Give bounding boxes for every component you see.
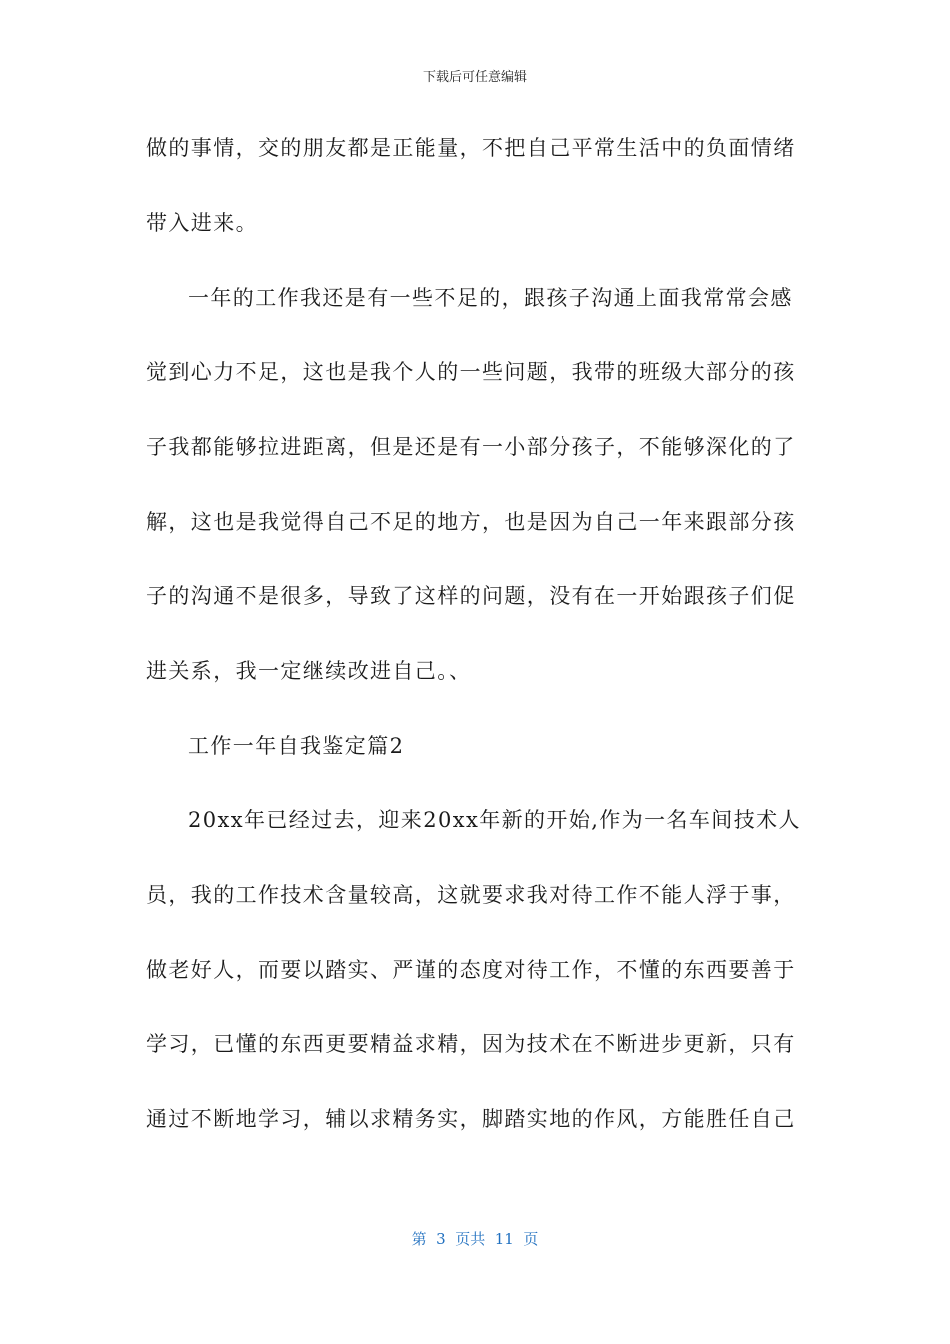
section-heading: 工作一年自我鉴定篇2	[188, 734, 405, 758]
body-line-8: 进关系，我一定继续改进自己。、	[146, 659, 472, 683]
body-line-11: 员，我的工作技术含量较高，这就要求我对待工作不能人浮于事，	[146, 883, 796, 907]
body-line-6: 解，这也是我觉得自己不足的地方，也是因为自己一年来跟部分孩	[146, 510, 796, 534]
body-line-2: 带入进来。	[146, 211, 258, 235]
body-line-7: 子的沟通不是很多，导致了这样的问题，没有在一开始跟孩子们促	[146, 584, 796, 608]
body-line-14: 通过不断地学习，辅以求精务实，脚踏实地的作风，方能胜任自己	[146, 1107, 796, 1131]
page-header: 下载后可任意编辑	[422, 70, 527, 85]
page-footer: 第 3 页共 11 页	[411, 1230, 539, 1248]
body-line-10: 20xx年已经过去，迎来20xx年新的开始,作为一名车间技术人	[188, 808, 801, 832]
body-line-12: 做老好人，而要以踏实、严谨的态度对待工作，不懂的东西要善于	[146, 958, 796, 982]
body-line-1: 做的事情，交的朋友都是正能量，不把自己平常生活中的负面情绪	[146, 136, 796, 160]
body-line-13: 学习，已懂的东西更要精益求精，因为技术在不断进步更新，只有	[146, 1032, 796, 1056]
body-line-3: 一年的工作我还是有一些不足的，跟孩子沟通上面我常常会感	[188, 286, 793, 310]
body-line-5: 子我都能够拉进距离，但是还是有一小部分孩子，不能够深化的了	[146, 435, 796, 459]
body-line-4: 觉到心力不足，这也是我个人的一些问题，我带的班级大部分的孩	[146, 360, 796, 384]
